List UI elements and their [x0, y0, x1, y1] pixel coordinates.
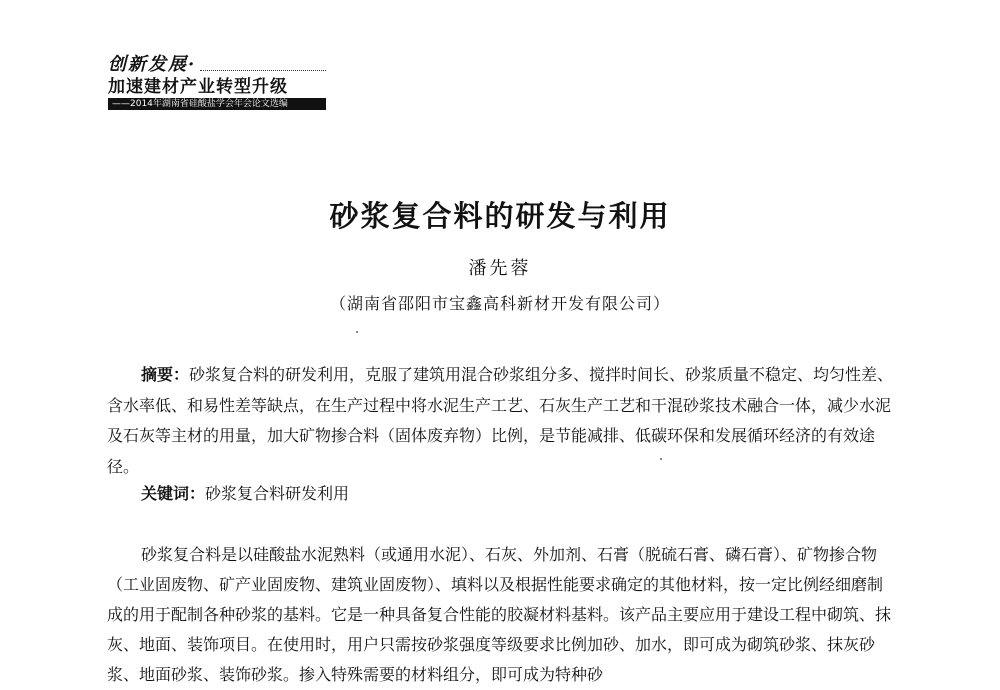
- abstract-text: 砂浆复合料的研发利用，克服了建筑用混合砂浆组分多、搅拌时间长、砂浆质量不稳定、均匀性差、含水率低、和易性差等缺点，在生产过程中将水泥生产工艺、石灰生产工艺和干混砂浆技术融合一体，减少水泥及石灰等主材的用量，加大矿物掺合料（固体废弃物）比例，是节能减排、低碳环保和发展循环经济的有效途径。: [107, 365, 894, 476]
- body-paragraph-1: 砂浆复合料是以硅酸盐水泥熟料（或通用水泥）、石灰、外加剂、石膏（脱硫石膏、磷石膏）、矿物掺合物（工业固废物、矿产业固废物、建筑业固废物）、填料以及根据性能要求确定的其他材料，按一定比例经细磨制成的用于配制各种砂浆的基料。它是一种具备复合性能的胶凝材料基料。该产品主要应用于建设工程中砌筑、抹灰、地面、装饰项目。在使用时，用户只需按砂浆强度等级要求比例加砂、加水，即可成为砌筑砂浆、抹灰砂浆、地面砂浆、装饰砂浆。掺入特殊需要的材料组分，即可成为特种砂: [107, 545, 892, 684]
- scan-speck: [660, 458, 662, 460]
- abstract-label: 摘要：: [141, 365, 190, 384]
- keywords-text: 砂浆复合料研发利用: [205, 484, 350, 503]
- series-header-line1: [108, 54, 326, 76]
- article-title: 砂浆复合料的研发与利用: [329, 199, 671, 233]
- series-header-line2: 加速建材产业转型升级: [108, 77, 288, 97]
- header-dotted-rule: [200, 60, 326, 71]
- keywords-label: 关键词：: [141, 484, 206, 503]
- scan-speck: [356, 331, 358, 333]
- keywords-line: [141, 481, 349, 507]
- author-affiliation: （湖南省邵阳市宝鑫高科新材开发有限公司）: [329, 294, 670, 313]
- article-author: 潘先蓉: [468, 258, 532, 279]
- series-header-line1-text: 创新发展·: [108, 54, 197, 75]
- abstract-paragraph: [107, 360, 897, 482]
- series-header: [108, 54, 326, 110]
- series-header-subtitle-bar: ——2014年湖南省硅酸盐学会年会论文选编: [108, 98, 326, 110]
